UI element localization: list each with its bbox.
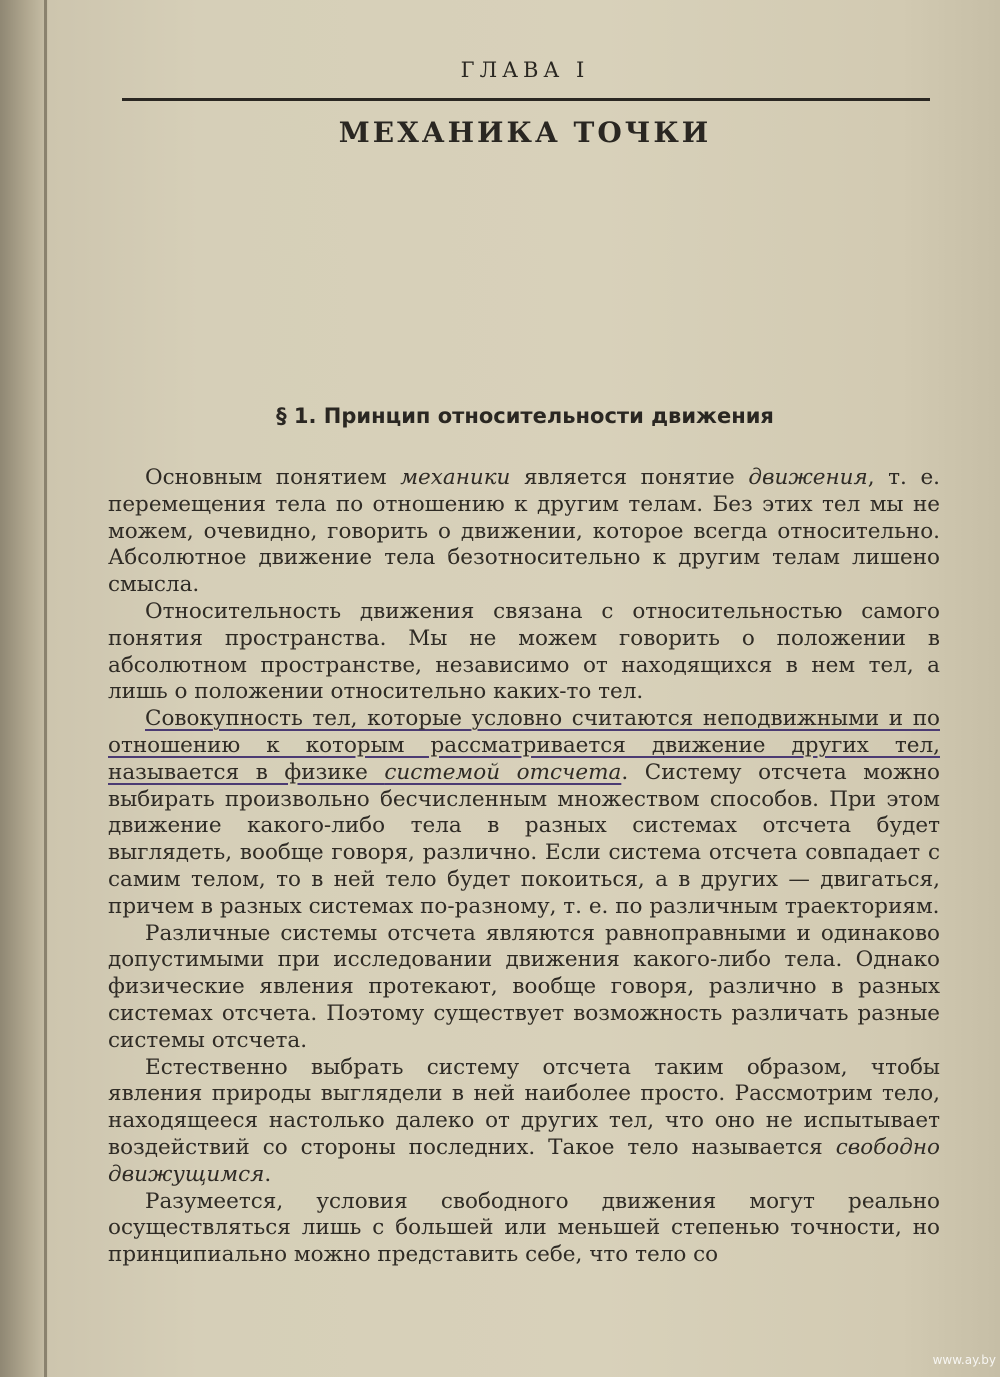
paragraph [108, 599, 940, 706]
section-title: § 1. Принцип относительности движения [276, 404, 774, 428]
text-segment: Разумеется, условия свободного движения могут реально осуществляться лишь с большей или меньшей степенью точности, но принципиально можно представить себе, что тело со [108, 1188, 940, 1268]
text-segment: . Систему отсчета можно выбирать произвольно бесчисленным множеством способов. При этом движение какого-либо тела в разных системах отсчета будет выглядеть, вообще говоря, различно. Если система отсчета совпадает с самим телом, то в ней тело будет покоиться, а в других — двигаться, причем в разных системах по-разному, т. е. по различным траекториям. [108, 759, 940, 919]
text-segment: . [264, 1161, 272, 1187]
watermark: www.ay.by [932, 1353, 996, 1367]
paragraph [108, 706, 940, 920]
header-rule [122, 98, 930, 101]
text-segment: является понятие [510, 465, 749, 490]
paragraph [108, 465, 940, 599]
text-segment: движения [748, 465, 868, 490]
page-gutter [0, 0, 48, 1377]
text-segment: Различные системы отсчета являются равноправными и одинаково допустимыми при исследовании движения какого-либо тела. Однако физические явления протекают, вообще говоря, различно в разных системах отсчета. Поэтому существует возможность различать разные системы отсчета. [108, 920, 940, 1053]
text-segment: свободно движущимся [108, 1134, 940, 1187]
paragraph [108, 921, 940, 1055]
text-segment: , т. е. перемещения тела по отношению к другим телам. Без этих тел мы не можем, очевидно, говорить о движении, которое всегда относительно. Абсолютное движение тела безотносительно к другим телам лишено смысла. [108, 465, 941, 598]
body-text [108, 465, 940, 1269]
chapter-label: ГЛАВА I [460, 58, 590, 82]
text-segment: механики [400, 465, 511, 490]
text-segment: Основным понятием [145, 465, 401, 490]
text-segment: Совокупность тел, которые условно считаются неподвижными и по отношению к которым рассматривается движение других тел, называется в физике [108, 706, 940, 785]
binding-edge [44, 0, 47, 1377]
text-segment: Естественно выбрать систему отсчета таким образом, чтобы явления природы выглядели в ней наиболее просто. Рассмотрим тело, находящееся настолько далеко от других тел, что оно не испытывает воздействий со стороны последних. Такое тело называется [108, 1054, 940, 1160]
chapter-title: МЕХАНИКА ТОЧКИ [338, 116, 712, 149]
text-segment: системой отсчета [384, 759, 622, 785]
paragraph [108, 1189, 940, 1269]
text-segment: Относительность движения связана с относительностью самого понятия пространства. Мы не можем говорить о положении в абсолютном пространстве, независимо от находящихся в нем тел, а лишь о положении относительно каких-то тел. [108, 598, 940, 705]
paragraph [108, 1055, 940, 1189]
